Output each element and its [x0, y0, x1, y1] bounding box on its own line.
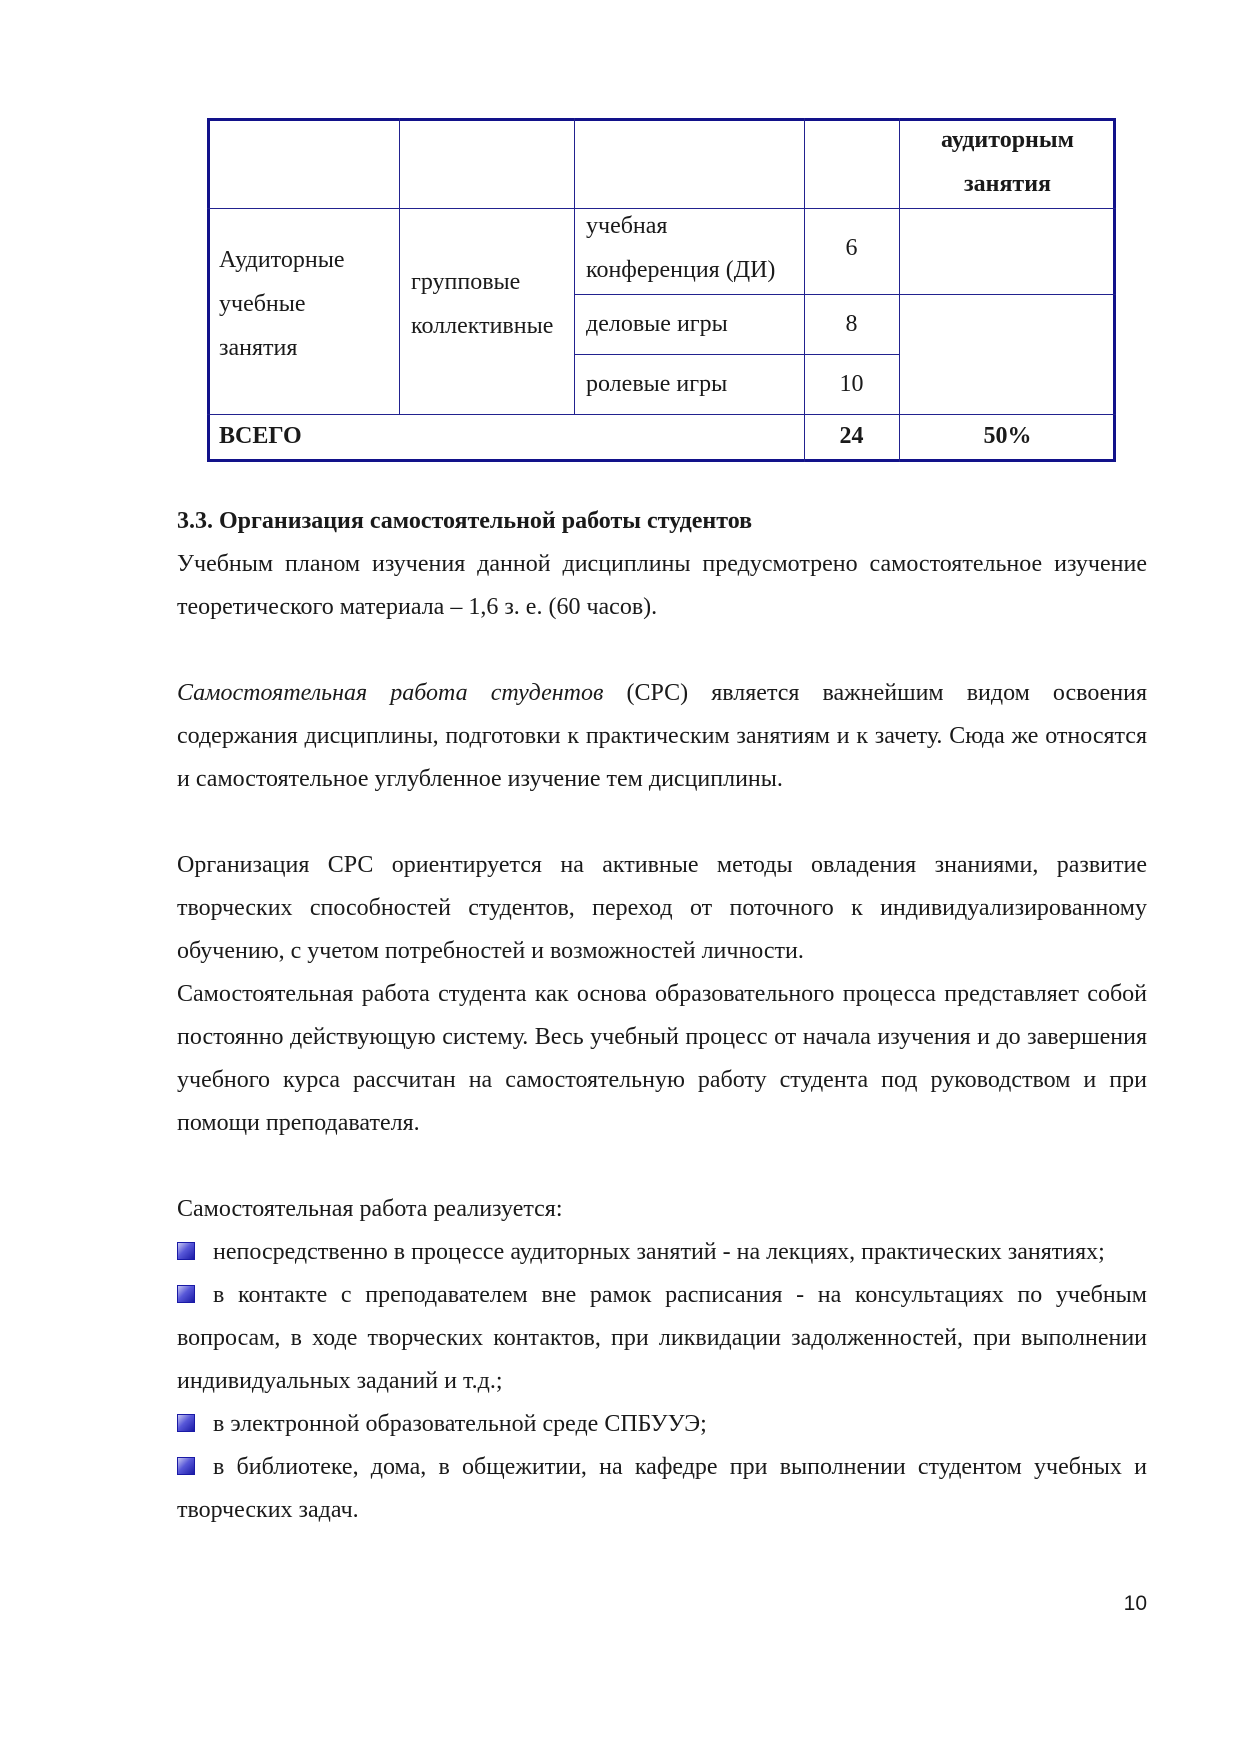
list-item-text: непосредственно в процессе аудиторных занятий - на лекциях, практических занятиях; — [213, 1239, 1105, 1265]
list-item-text: в электронной образовательной среде СПБУУЭ; — [213, 1411, 707, 1437]
section-body — [177, 500, 1147, 1532]
paragraph-plan: Учебным планом изучения данной дисциплины предусмотрено самостоятельное изучение теоретического материала – 1,6 з. е. (60 часов). — [177, 551, 1147, 620]
row-form-cell — [411, 260, 571, 348]
row-type-cell — [219, 238, 394, 370]
table-header-last-col — [899, 118, 1116, 206]
method-hours: 10 — [839, 371, 864, 397]
method-label: учебная — [586, 213, 668, 239]
row-form-line: групповые — [411, 269, 521, 295]
list-item — [177, 1231, 1147, 1274]
method-label: ролевые игры — [586, 371, 728, 397]
method-hours: 6 — [845, 235, 858, 261]
src-term: Самостоятельная работа студентов — [177, 680, 604, 706]
method-cell — [586, 302, 801, 346]
header-line: аудиторным — [941, 127, 1074, 153]
total-percent: 50% — [983, 423, 1032, 449]
row-type-line: занятия — [219, 335, 298, 361]
square-bullet-icon — [177, 1414, 195, 1432]
list-intro: Самостоятельная работа реализуется: — [177, 1196, 563, 1222]
method-label: конференция (ДИ) — [586, 257, 776, 283]
methods-table — [207, 118, 1116, 462]
section-heading: 3.3. Организация самостоятельной работы студентов — [177, 508, 753, 534]
src-definition: (СРС) является важнейшим видом освоения содержания дисциплины, подготовки к практическим занятиям и к зачету. Сюда же относятся и самостоятельное углубленное изучение тем дисциплины. — [177, 680, 1147, 792]
method-cell — [586, 204, 801, 292]
total-label: ВСЕГО — [219, 423, 302, 449]
row-type-line: Аудиторные — [219, 247, 345, 273]
list-item — [177, 1274, 1147, 1403]
row-form-line: коллективные — [411, 313, 554, 339]
list-item — [177, 1446, 1147, 1532]
paragraph-organization: Организация СРС ориентируется на активные методы овладения знаниями, развитие творческих способностей студентов, переход от поточного к индивидуализированному обучению, с учетом потребностей и возможностей личности. — [177, 852, 1147, 964]
header-line: занятия — [963, 171, 1052, 197]
total-hours: 24 — [839, 423, 864, 449]
method-cell — [586, 362, 801, 406]
paragraph-src — [177, 672, 1147, 801]
paragraph-system: Самостоятельная работа студента как основа образовательного процесса представляет собой постоянно действующую систему. Весь учебный процесс от начала изучения и до завершения учебного курса рассчитан на самостоятельную работу студента под руководством и при помощи преподавателя. — [177, 981, 1147, 1136]
list-item-text: в контакте с преподавателем вне рамок расписания - на консультациях по учебным вопросам, в ходе творческих контактов, при ликвидации задолженностей, при выполнении индивидуальных заданий и т.д.; — [177, 1282, 1147, 1394]
square-bullet-icon — [177, 1242, 195, 1260]
method-hours: 8 — [845, 311, 858, 337]
square-bullet-icon — [177, 1457, 195, 1475]
row-type-line: учебные — [219, 291, 306, 317]
method-label: деловые игры — [586, 311, 728, 337]
page-number: 10 — [1123, 1592, 1147, 1615]
list-item — [177, 1403, 1147, 1446]
square-bullet-icon — [177, 1285, 195, 1303]
list-item-text: в библиотеке, дома, в общежитии, на кафедре при выполнении студентом учебных и творческих задач. — [177, 1454, 1147, 1523]
